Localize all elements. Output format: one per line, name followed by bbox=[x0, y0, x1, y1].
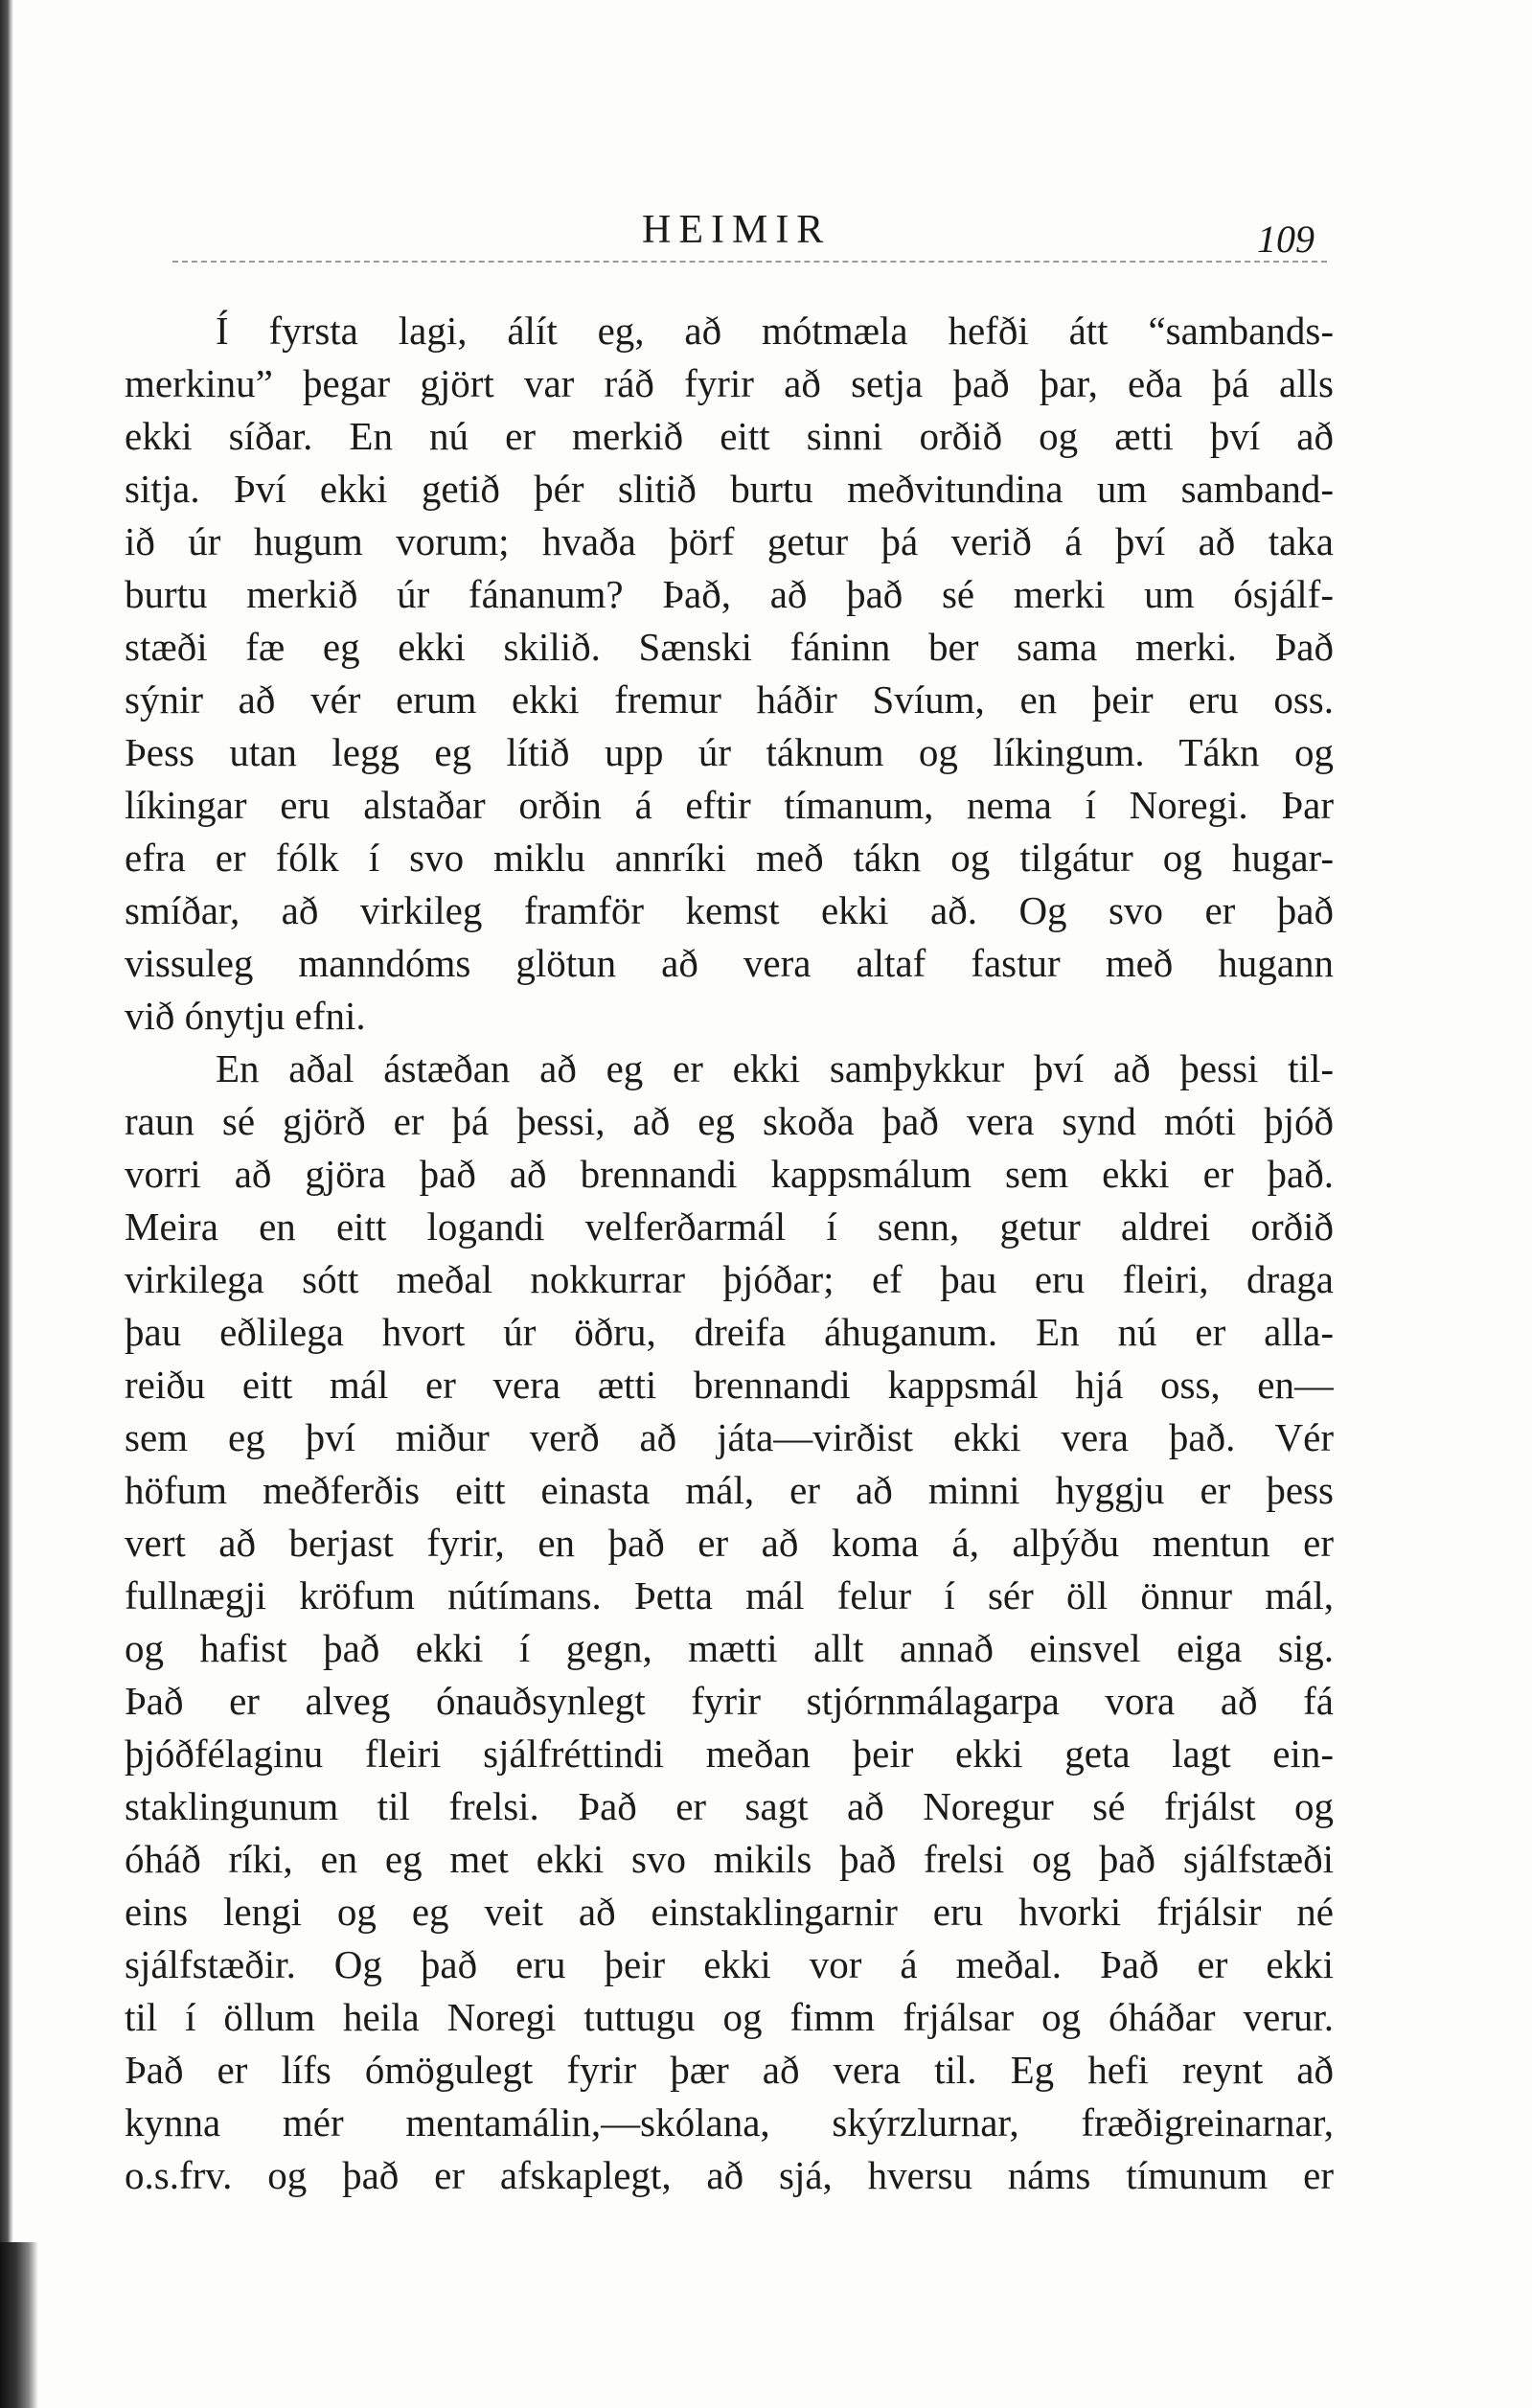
text-line: sjálfstæðir. Og það eru þeir ekki vor á meðal. Það er ekki bbox=[125, 1942, 1334, 1986]
text-line: burtu merkið úr fánanum? Það, að það sé merki um ósjálf- bbox=[125, 572, 1334, 616]
text-line: til í öllum heila Noregi tuttugu og fimm frjálsar og óháðar verur. bbox=[125, 1995, 1334, 2039]
text-line: kynna mér mentamálin,—skólana, skýrzlurnar, fræðigreinarnar, bbox=[125, 2100, 1334, 2144]
header-rule bbox=[172, 261, 1327, 263]
binding-shadow bbox=[0, 2242, 38, 2408]
text-line: virkilega sótt meðal nokkurrar þjóðar; ef þau eru fleiri, draga bbox=[125, 1257, 1334, 1301]
text-line: fullnægji kröfum nútímans. Þetta mál felur í sér öll önnur mál, bbox=[125, 1573, 1334, 1617]
text-line: sýnir að vér erum ekki fremur háðir Svíum, en þeir eru oss. bbox=[125, 677, 1334, 722]
text-line: o.s.frv. og það er afskaplegt, að sjá, hversu náms tímunum er bbox=[125, 2153, 1334, 2197]
text-line: staklingunum til frelsi. Það er sagt að Noregur sé frjálst og bbox=[125, 1784, 1334, 1828]
text-line: Það er alveg ónauðsynlegt fyrir stjórnmálagarpa vora að fá bbox=[125, 1679, 1334, 1723]
text-line: sitja. Því ekki getið þér slitið burtu meðvitundina um samband- bbox=[125, 467, 1334, 511]
text-line: En aðal ástæðan að eg er ekki samþykkur því að þessi til- bbox=[216, 1046, 1334, 1090]
body-text bbox=[125, 305, 1334, 2202]
text-line: höfum meðferðis eitt einasta mál, er að minni hyggju er þess bbox=[125, 1468, 1334, 1512]
text-line: smíðar, að virkileg framför kemst ekki að. Og svo er það bbox=[125, 888, 1334, 932]
text-line: Þess utan legg eg lítið upp úr táknum og líkingum. Tákn og bbox=[125, 730, 1334, 774]
text-line: þjóðfélaginu fleiri sjálfréttindi meðan þeir ekki geta lagt ein- bbox=[125, 1731, 1334, 1776]
text-line: vorri að gjöra það að brennandi kappsmálum sem ekki er það. bbox=[125, 1152, 1334, 1196]
text-line: Það er lífs ómögulegt fyrir þær að vera til. Eg hefi reynt að bbox=[125, 2048, 1334, 2092]
text-line: við ónytju efni. bbox=[125, 994, 366, 1038]
text-line: sem eg því miður verð að játa—virðist ekki vera það. Vér bbox=[125, 1415, 1334, 1459]
text-line: eins lengi og eg veit að einstaklingarnir eru hvorki frjálsir né bbox=[125, 1890, 1334, 1934]
text-line: efra er fólk í svo miklu annríki með tákn og tilgátur og hugar- bbox=[125, 836, 1334, 880]
text-line: þau eðlilega hvort úr öðru, dreifa áhuganum. En nú er alla- bbox=[125, 1310, 1334, 1354]
binding-edge bbox=[0, 0, 13, 2408]
text-line: raun sé gjörð er þá þessi, að eg skoða það vera synd móti þjóð bbox=[125, 1099, 1334, 1143]
running-head: HEIMIR bbox=[642, 208, 832, 252]
page-header bbox=[0, 201, 1532, 259]
text-line: ekki síðar. En nú er merkið eitt sinni orðið og ætti því að bbox=[125, 414, 1334, 458]
text-line: Í fyrsta lagi, álít eg, að mótmæla hefði átt “sambands- bbox=[216, 309, 1334, 353]
text-line: vert að berjast fyrir, en það er að koma á, alþýðu mentun er bbox=[125, 1521, 1334, 1565]
text-line: líkingar eru alstaðar orðin á eftir tímanum, nema í Noregi. Þar bbox=[125, 783, 1334, 827]
page-number: 109 bbox=[1257, 218, 1315, 261]
text-line: Meira en eitt logandi velferðarmál í senn, getur aldrei orðið bbox=[125, 1204, 1334, 1249]
text-line: merkinu” þegar gjört var ráð fyrir að setja það þar, eða þá alls bbox=[125, 361, 1334, 405]
text-line: ið úr hugum vorum; hvaða þörf getur þá verið á því að taka bbox=[125, 519, 1334, 563]
text-line: og hafist það ekki í gegn, mætti allt annað einsvel eiga sig. bbox=[125, 1626, 1334, 1670]
text-line: óháð ríki, en eg met ekki svo mikils það frelsi og það sjálfstæði bbox=[125, 1837, 1334, 1881]
text-line: reiðu eitt mál er vera ætti brennandi kappsmál hjá oss, en— bbox=[125, 1363, 1334, 1407]
text-line: stæði fæ eg ekki skilið. Sænski fáninn ber sama merki. Það bbox=[125, 625, 1334, 669]
text-line: vissuleg manndóms glötun að vera altaf fastur með hugann bbox=[125, 941, 1334, 985]
